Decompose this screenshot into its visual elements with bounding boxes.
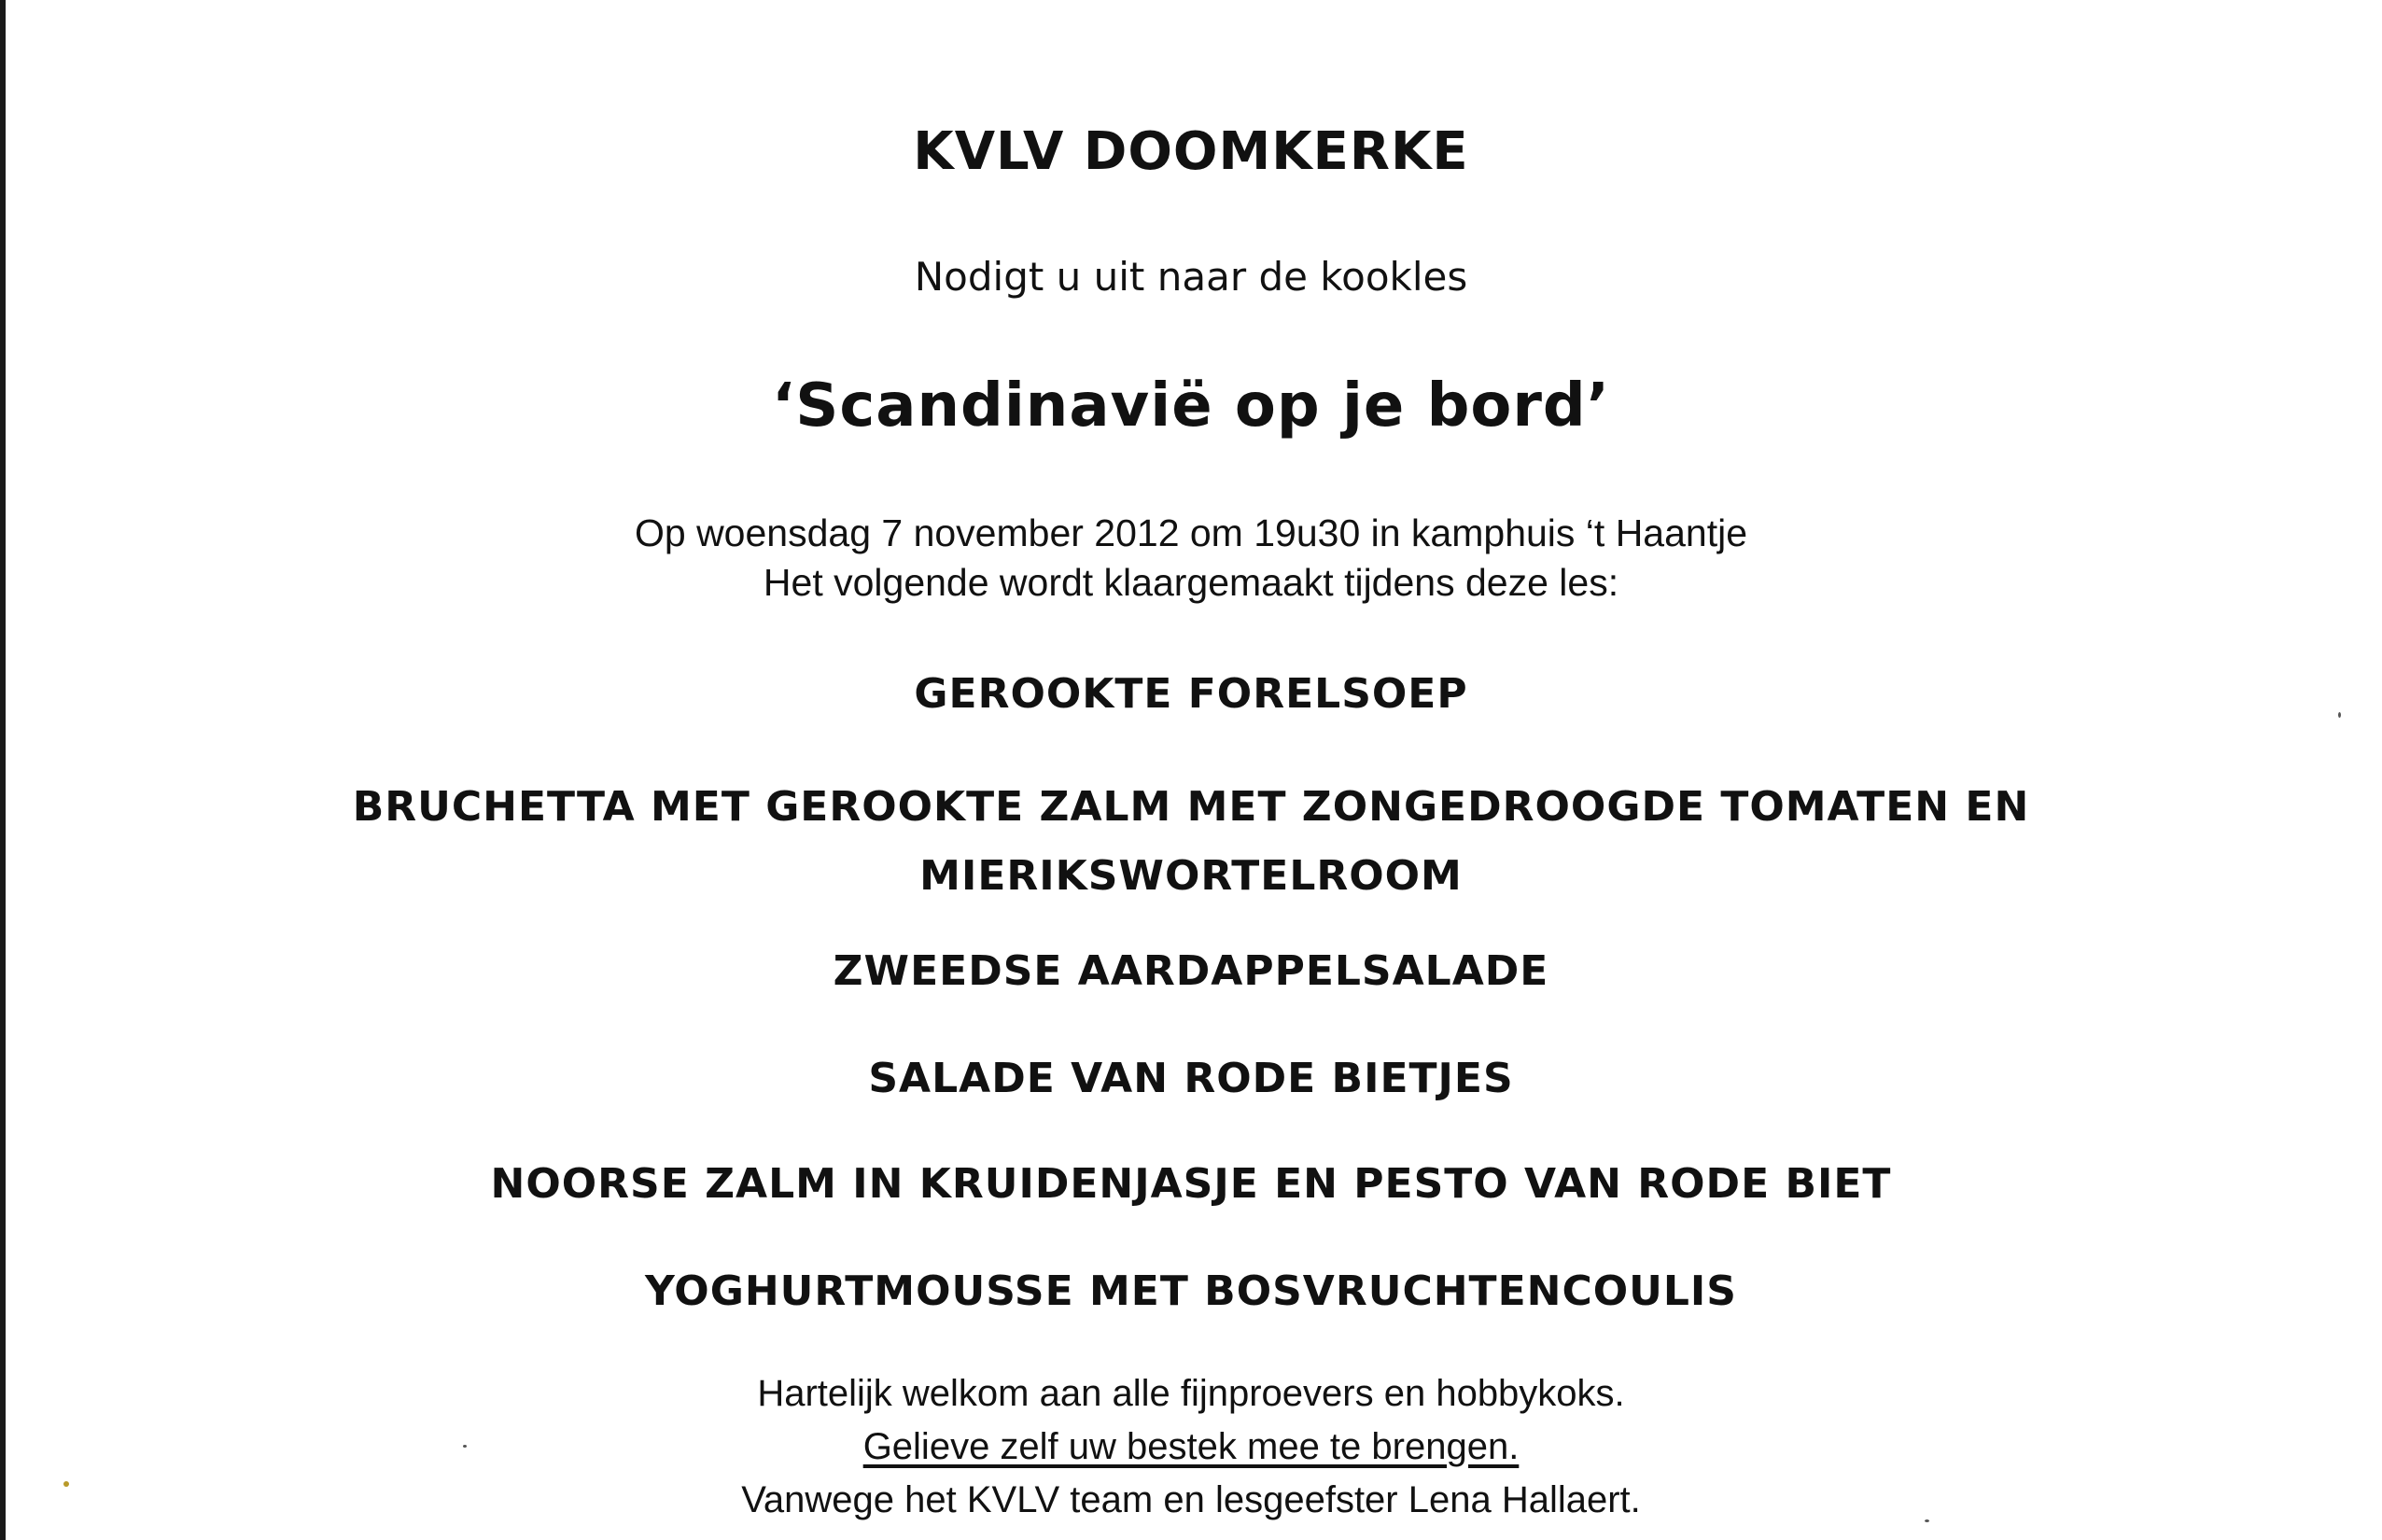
welcome-text: Hartelijk welkom aan alle fijnproevers en hobbykoks.: [757, 1373, 1625, 1414]
organization-title: KVLV DOOMKERKE: [913, 121, 1469, 182]
signature-text: Vanwege het KVLV team en lesgeefster Lena Hallaert.: [741, 1479, 1641, 1520]
menu-item-line: BRUCHETTA MET GEROOKTE ZALM MET ZONGEDROOGDE TOMATEN EN: [352, 783, 2030, 831]
menu-item: [0, 773, 2382, 911]
menu-item: ZWEEDSE AARDAPPELSALADE: [833, 947, 1549, 995]
menu-item: YOGHURTMOUSSE MET BOSVRUCHTENCOULIS: [645, 1267, 1737, 1315]
menu-item: NOORSE ZALM IN KRUIDENJASJE EN PESTO VAN RODE BIET: [490, 1160, 1892, 1208]
invitation-line: Nodigt u uit naar de kookles: [914, 254, 1468, 300]
menu-item-line: MIERIKSWORTELROOM: [919, 852, 1463, 900]
event-date-location: Op woensdag 7 november 2012 om 19u30 in kamphuis ‘t Haantje: [634, 511, 1748, 554]
course-title: ‘Scandinavië op je bord’: [771, 371, 1611, 441]
cutlery-note: Gelieve zelf uw bestek mee te brengen.: [862, 1426, 1520, 1467]
event-intro: Het volgende wordt klaargemaakt tijdens deze les:: [763, 561, 1619, 604]
event-details: [0, 509, 2382, 608]
footer: [0, 1367, 2382, 1527]
menu-item: GEROOKTE FORELSOEP: [914, 670, 1468, 718]
menu-item: SALADE VAN RODE BIETJES: [868, 1055, 1514, 1102]
